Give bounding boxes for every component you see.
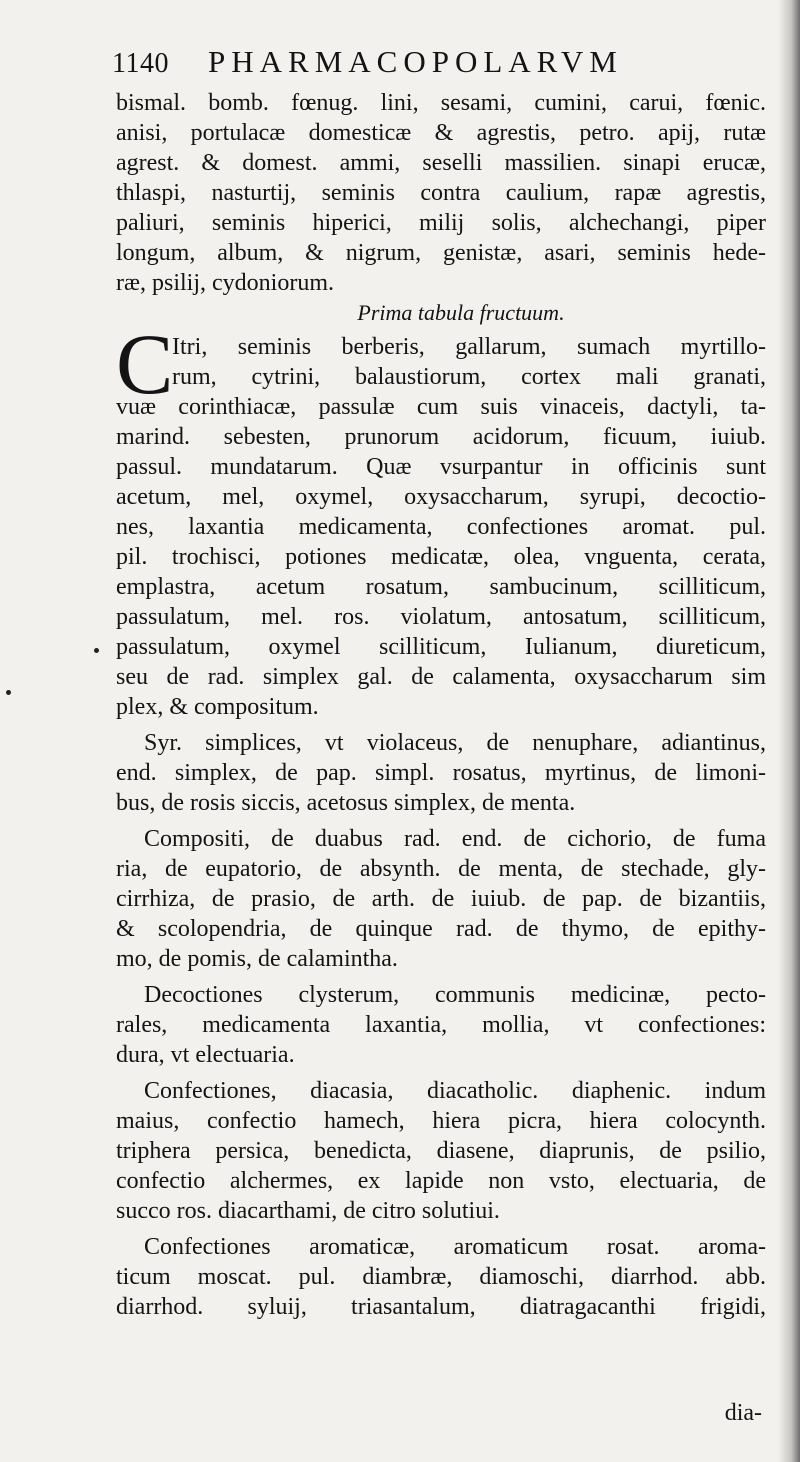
page-header xyxy=(112,44,752,84)
text-line: nes, laxantia medicamenta, confectiones aromat. pul. xyxy=(116,514,766,540)
text-line: pil. trochisci, potiones medicatæ, olea, vnguenta, cerata, xyxy=(116,544,766,570)
paragraph-fruits xyxy=(116,316,766,722)
paragraph-aromatic-confections xyxy=(116,1232,766,1322)
paragraph-decoctions xyxy=(116,980,766,1070)
running-head: PHARMACOPOLARVM xyxy=(208,44,623,79)
text-line: rales, medicamenta laxantia, mollia, vt confectiones: xyxy=(116,1012,766,1038)
text-line: succo ros. diacarthami, de citro solutiui. xyxy=(116,1198,500,1224)
text-line: Decoctiones clysterum, communis medicinæ, pecto- xyxy=(144,982,766,1008)
text-line: acetum, mel, oxymel, oxysaccharum, syrupi, decoctio- xyxy=(116,484,766,510)
text-line: ræ, psilij, cydoniorum. xyxy=(116,270,334,296)
text-line: dura, vt electuaria. xyxy=(116,1042,295,1068)
text-line: Syr. simplices, vt violaceus, de nenuphare, adiantinus, xyxy=(144,730,766,756)
text-line: & scolopendria, de quinque rad. de thymo, de epithy- xyxy=(116,916,766,942)
text-line: vuæ corinthiacæ, passulæ cum suis vinaceis, dactyli, ta- xyxy=(116,394,766,420)
text-line: confectio alchermes, ex lapide non vsto, electuaria, de xyxy=(116,1168,766,1194)
text-line: cirrhiza, de prasio, de arth. de iuiub. de pap. de bizantiis, xyxy=(116,886,766,912)
text-line: maius, confectio hamech, hiera picra, hiera colocynth. xyxy=(116,1108,766,1134)
text-line: seu de rad. simplex gal. de calamenta, oxysaccharum sim xyxy=(116,664,766,690)
text-line: Confectiones, diacasia, diacatholic. diaphenic. indum xyxy=(144,1078,766,1104)
text-line: passulatum, mel. ros. violatum, antosatum, scilliticum, xyxy=(116,604,766,630)
ink-speck xyxy=(94,648,99,653)
text-line: thlaspi, nasturtij, seminis contra caulium, rapæ agrestis, xyxy=(116,180,766,206)
text-line: passulatum, oxymel scilliticum, Iulianum, diureticum, xyxy=(116,634,766,660)
text-line: rum, cytrini, balaustiorum, cortex mali granati, xyxy=(172,364,766,390)
text-line: passul. mundatarum. Quæ vsurpantur in officinis sunt xyxy=(116,454,766,480)
text-line: paliuri, seminis hiperici, milij solis, alchechangi, piper xyxy=(116,210,766,236)
text-line: Confectiones aromaticæ, aromaticum rosat. aroma- xyxy=(144,1234,766,1260)
section-heading: Prima tabula fructuum. xyxy=(357,300,565,325)
text-line: bus, de rosis siccis, acetosus simplex, de menta. xyxy=(116,790,576,816)
text-line: longum, album, & nigrum, genistæ, asari, seminis hede- xyxy=(116,240,766,266)
text-line: anisi, portulacæ domesticæ & agrestis, petro. apij, rutæ xyxy=(116,120,766,146)
text-line: Itri, seminis berberis, gallarum, sumach myrtillo- xyxy=(172,334,766,360)
paragraph-confections xyxy=(116,1076,766,1226)
text-line: emplastra, acetum rosatum, sambucinum, scilliticum, xyxy=(116,574,766,600)
text-line: diarrhod. syluij, triasantalum, diatragacanthi frigidi, xyxy=(116,1294,766,1320)
paragraph-simple-syrups xyxy=(116,728,766,818)
text-line: Compositi, de duabus rad. end. de cichorio, de fuma xyxy=(144,826,766,852)
page-number: 1140 xyxy=(112,48,169,79)
text-line: bismal. bomb. fœnug. lini, sesami, cumini, carui, fœnic. xyxy=(116,90,766,116)
ink-speck xyxy=(6,690,11,695)
catchword: dia- xyxy=(724,1400,762,1426)
paragraph-compound-syrups xyxy=(116,824,766,974)
text-block xyxy=(116,88,766,1322)
text-line: plex, & compositum. xyxy=(116,694,319,720)
binding-shadow xyxy=(778,0,800,1462)
text-line: marind. sebesten, prunorum acidorum, ficuum, iuiub. xyxy=(116,424,766,450)
text-line: agrest. & domest. ammi, seselli massilien. sinapi erucæ, xyxy=(116,150,766,176)
text-line: triphera persica, benedicta, diasene, diaprunis, de psilio, xyxy=(116,1138,766,1164)
paragraph-seeds xyxy=(116,88,766,298)
text-line: ria, de eupatorio, de absynth. de menta, de stechade, gly- xyxy=(116,856,766,882)
text-line: end. simplex, de pap. simpl. rosatus, myrtinus, de limoni- xyxy=(116,760,766,786)
drop-cap: C xyxy=(116,316,174,412)
text-line: mo, de pomis, de calamintha. xyxy=(116,946,398,972)
text-line: ticum moscat. pul. diambræ, diamoschi, diarrhod. abb. xyxy=(116,1264,766,1290)
